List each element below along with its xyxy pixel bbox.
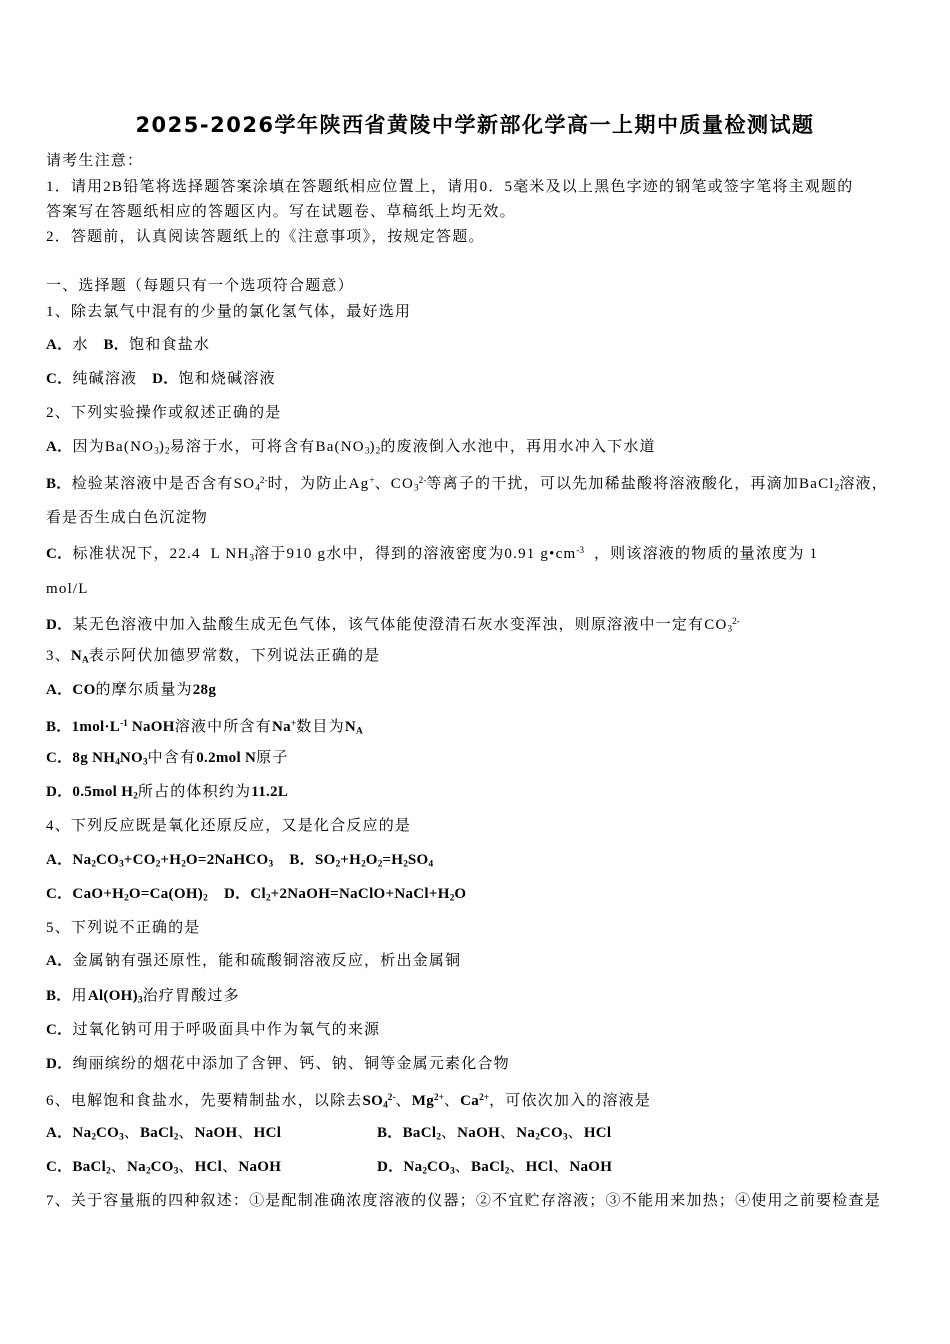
text-segment: 、 [567,1125,584,1141]
subscript: 2 [377,859,383,870]
subscript: 2 [133,791,138,802]
superscript: 2- [732,617,740,627]
bold-text: B．SO [273,852,336,868]
subscript: 2 [91,859,97,870]
subscript: 2 [155,859,161,870]
text-segment: 4、下列反应既是氧化还原反应，又是化合反应的是 [46,818,412,834]
subscript: 2 [265,893,271,904]
text-segment: 、 [454,1159,471,1175]
subscript: 3 [142,757,148,768]
superscript: 2+ [479,1093,490,1103]
text-segment: 所占的体积约为 [137,784,252,800]
bold-text: A．CO [46,682,96,698]
text-segment: 、CO [374,476,415,493]
q1-stem [46,302,411,322]
bold-text: B． [103,337,130,353]
bold-text: N [344,719,356,736]
text-segment: 看是否生成白色沉淀物 [46,510,209,526]
notice-heading [46,151,143,171]
section-heading [46,276,354,296]
bold-text: SO [407,852,429,868]
q5-option-c [46,1020,380,1040]
superscript: 2- [259,476,268,486]
text-segment: 、 [110,1159,127,1175]
subscript: 2 [375,446,381,457]
notice-item-1-line-1 [46,177,853,197]
text-segment: 溶液， [839,476,888,493]
bold-text: Mg [411,1093,435,1110]
text-segment: 、 [509,1159,526,1175]
bold-text: D． [152,371,179,387]
text-segment: 2、下列实验操作或叙述正确的是 [46,405,282,421]
page-title: 2025-2026学年陕西省黄陵中学新部化学高一上期中质量检测试题 [135,113,815,137]
q5-option-d [46,1054,510,1074]
bold-text: HCl [525,1159,554,1175]
text-segment: 1．请用2B铅笔将选择题答案涂填在答题纸相应位置上，请用0．5毫米及以上黑色字迹的钢笔或签字笔将主观题的 [46,179,854,195]
subscript: 2 [422,1166,428,1177]
bold-text: Na [516,1125,536,1141]
q7-stem [46,1191,881,1211]
text-segment: 的废液倒入水池中，再用水冲入下水道 [380,439,656,455]
text-segment: 的摩尔质量为 [95,682,193,698]
bold-text: O [454,886,467,902]
q4-stem [46,816,411,836]
superscript: + [369,476,375,486]
bold-text: CO [427,1159,451,1175]
q6-option-a [46,1123,281,1147]
subscript: A [355,726,363,737]
text-segment: 6、电解饱和食盐水，先要精制盐水，以除去 [46,1093,363,1110]
subscript: 2 [124,893,129,904]
q3-option-c [46,748,289,768]
text-segment: 、 [178,1125,195,1141]
bold-text: O=2NaHCO [185,852,269,868]
subscript: 3 [450,1166,455,1177]
bold-text: HCl [583,1125,612,1141]
subscript: 2 [535,1132,540,1143]
bold-text: NaOH [238,1159,282,1175]
bold-text: BaCl [471,1159,505,1175]
q6-option-d [377,1157,612,1181]
bold-text: Al(OH) [87,988,138,1004]
bold-text: A．Na [46,1125,92,1141]
q2-option-b-line-2 [46,508,208,528]
subscript: 4 [383,1100,388,1111]
bold-text: C．8g NH [46,750,116,766]
text-segment: 数目为 [296,719,345,736]
bold-text: NaOH [194,1125,238,1141]
subscript: 2 [145,1166,151,1177]
bold-text: 11.2L [251,784,289,800]
text-segment: 、 [443,1093,461,1110]
q5-stem [46,918,201,938]
bold-text: SO [362,1093,384,1110]
bold-text: B．1mol·L [46,719,121,736]
text-segment: 5、下列说不正确的是 [46,920,201,936]
text-segment: 水 [72,337,104,353]
bold-text: O=Ca(OH) [128,886,204,902]
superscript: -1 [120,719,128,729]
bold-text: D． [46,1056,73,1072]
bold-text: +CO [123,852,156,868]
subscript: A [82,655,89,666]
text-segment: 易溶于水，可将含有Ba(NO [169,439,365,455]
notice-item-2 [46,227,485,247]
superscript: + [290,719,297,729]
subscript: 3 [137,995,143,1006]
text-segment: 中含有 [147,750,197,766]
bold-text: Na [127,1159,146,1175]
subscript: 2 [203,893,208,904]
bold-text: O [365,852,378,868]
text-segment: 、 [395,1093,412,1110]
bold-text: C． [46,546,73,563]
subscript: 2 [436,1132,441,1143]
subscript: 2 [106,1166,111,1177]
subscript: 4 [115,757,120,768]
bold-text: +H [340,852,362,868]
text-segment: 1、除去氯气中混有的少量的氯化氢气体，最好选用 [46,304,412,320]
text-segment: 请考生注意： [46,153,144,169]
bold-text: Na [271,719,291,736]
subscript: 3 [727,624,733,635]
bold-text: B． [46,988,72,1004]
bold-text: D． [46,617,73,634]
bold-text: B． [46,476,72,493]
bold-text: A． [46,953,73,969]
q2-option-c-line-1 [46,541,819,564]
text-segment: 表示阿伏加德罗常数，下列说法正确的是 [88,648,381,664]
notice-item-1-line-2 [46,202,516,222]
subscript: 2 [335,859,341,870]
bold-text: NaOH [569,1159,613,1175]
subscript: 2 [165,446,170,457]
superscript: 2- [387,1093,396,1103]
bold-text: A． [46,337,73,353]
text-segment: 、 [222,1159,239,1175]
subscript: 3 [249,553,255,564]
subscript: 2 [449,893,455,904]
subscript: 2 [834,483,840,494]
text-segment: 标准状况下，22.4 L NH [72,546,250,563]
q2-stem [46,403,282,423]
text-segment: 因为Ba(NO [72,439,155,455]
q6-option-c [46,1157,281,1181]
bold-text: NaOH [457,1125,501,1141]
bold-text: +H [160,852,182,868]
bold-text: D．0.5mol H [46,784,134,800]
text-segment: 溶液中所含有 [174,719,272,736]
bold-text: D．Cl [207,886,266,902]
q5-option-b [46,986,240,1006]
subscript: 2 [361,859,366,870]
text-segment: 7、关于容量瓶的四种叙述：①是配制准确浓度溶液的仪器；②不宜贮存溶液；③不能用来加热；④使用之前要检查是 [46,1193,881,1209]
q2-option-b-line-1 [46,471,888,494]
subscript: 3 [562,1132,568,1143]
q4-options-a-b [46,850,433,870]
q6-option-b [377,1123,611,1147]
bold-text: C． [46,371,73,387]
subscript: 4 [428,859,434,870]
q1-options-a-b [46,335,210,355]
q6-stem [46,1088,652,1111]
text-segment: 饱和食盐水 [129,337,211,353]
bold-text: +2NaOH=NaClO+NaCl+H [270,886,450,902]
q3-option-b [46,714,363,737]
text-segment: 某无色溶液中加入盐酸生成无色气体，该气体能使澄清石灰水变浑浊，则原溶液中一定有CO [72,617,728,634]
text-segment: 3、 [46,648,71,664]
bold-text: C．BaCl [46,1159,107,1175]
q3-option-d [46,782,288,802]
text-segment: 绚丽缤纷的烟花中添加了含钾、钙、钠、铜等金属元素化合物 [72,1056,510,1072]
text-segment: 答案写在答题纸相应的答题区内。写在试题卷、草稿纸上均无效。 [46,204,516,220]
text-segment: 治疗胃酸过多 [142,988,240,1004]
text-segment: ) [158,439,166,455]
bold-text: D．Na [377,1159,423,1175]
subscript: 2 [504,1166,510,1177]
bold-text: N [70,648,83,664]
subscript: 3 [364,446,370,457]
text-segment: 原子 [256,750,289,766]
bold-text: HCl [194,1159,223,1175]
bold-text: C．CaO+H [46,886,125,902]
bold-text: A．Na [46,852,92,868]
subscript: 3 [119,859,124,870]
subscript: 3 [154,446,159,457]
bold-text: CO [96,852,120,868]
q1-options-c-d [46,369,276,389]
bold-text: CO [539,1125,563,1141]
subscript: 3 [268,859,274,870]
text-segment: 、 [440,1125,458,1141]
q5-option-a [46,951,461,971]
q2-option-d [46,612,740,635]
text-segment: 、 [237,1125,254,1141]
text-segment: 等离子的干扰，可以先加稀盐酸将溶液酸化，再滴加BaCl [426,476,835,493]
bold-text: NaOH [127,719,175,736]
bold-text: NO [119,750,143,766]
q2-option-a [46,437,656,457]
text-segment: 时，为防止Ag [267,476,370,493]
bold-text: CO [96,1125,120,1141]
subscript: 2 [91,1132,97,1143]
text-segment: mol/L [46,581,89,597]
subscript: 2 [403,859,408,870]
text-segment: 溶于910 g水中，得到的溶液密度为0.91 g•cm [254,546,577,563]
text-segment: ，则该溶液的物质的量浓度为 1 [584,546,819,563]
superscript: 2+ [434,1093,444,1103]
text-segment: 检验某溶液中是否含有SO [71,476,256,493]
bold-text: Ca [460,1093,480,1110]
bold-text: 28g [192,682,217,698]
text-segment: 饱和烧碱溶液 [178,371,276,387]
text-segment: 、 [553,1159,570,1175]
text-segment: 一、选择题（每题只有一个选项符合题意） [46,278,354,294]
subscript: 4 [255,483,260,494]
text-segment: 、 [178,1159,195,1175]
bold-text: B．BaCl [377,1125,437,1141]
text-segment: 2．答题前，认真阅读答题纸上的《注意事项》，按规定答题。 [46,229,485,245]
subscript: 3 [119,1132,124,1143]
q2-option-c-line-2 [46,579,89,599]
bold-text: =H [382,852,404,868]
text-segment: 纯碱溶液 [72,371,153,387]
bold-text: CO [150,1159,174,1175]
superscript: 2- [418,476,427,486]
subscript: 3 [173,1166,179,1177]
text-segment: 、 [500,1125,517,1141]
superscript: -3 [576,546,585,556]
text-segment: ，可依次加入的溶液是 [489,1093,652,1110]
q3-option-a [46,680,216,700]
text-segment: 用 [71,988,88,1004]
text-segment: 金属钠有强还原性，能和硫酸铜溶液反应，析出金属铜 [72,953,462,969]
text-segment: ) [369,439,376,455]
text-segment: 过氧化钠可用于呼吸面具中作为氧气的来源 [72,1022,381,1038]
subscript: 3 [414,483,419,494]
bold-text: BaCl [140,1125,174,1141]
subscript: 2 [181,859,186,870]
q3-stem [46,646,380,666]
bold-text: A． [46,439,73,455]
subscript: 2 [173,1132,179,1143]
bold-text: 0.2mol N [196,750,257,766]
text-segment: 、 [123,1125,140,1141]
bold-text: C． [46,1022,73,1038]
bold-text: HCl [253,1125,282,1141]
q4-options-c-d [46,884,466,904]
